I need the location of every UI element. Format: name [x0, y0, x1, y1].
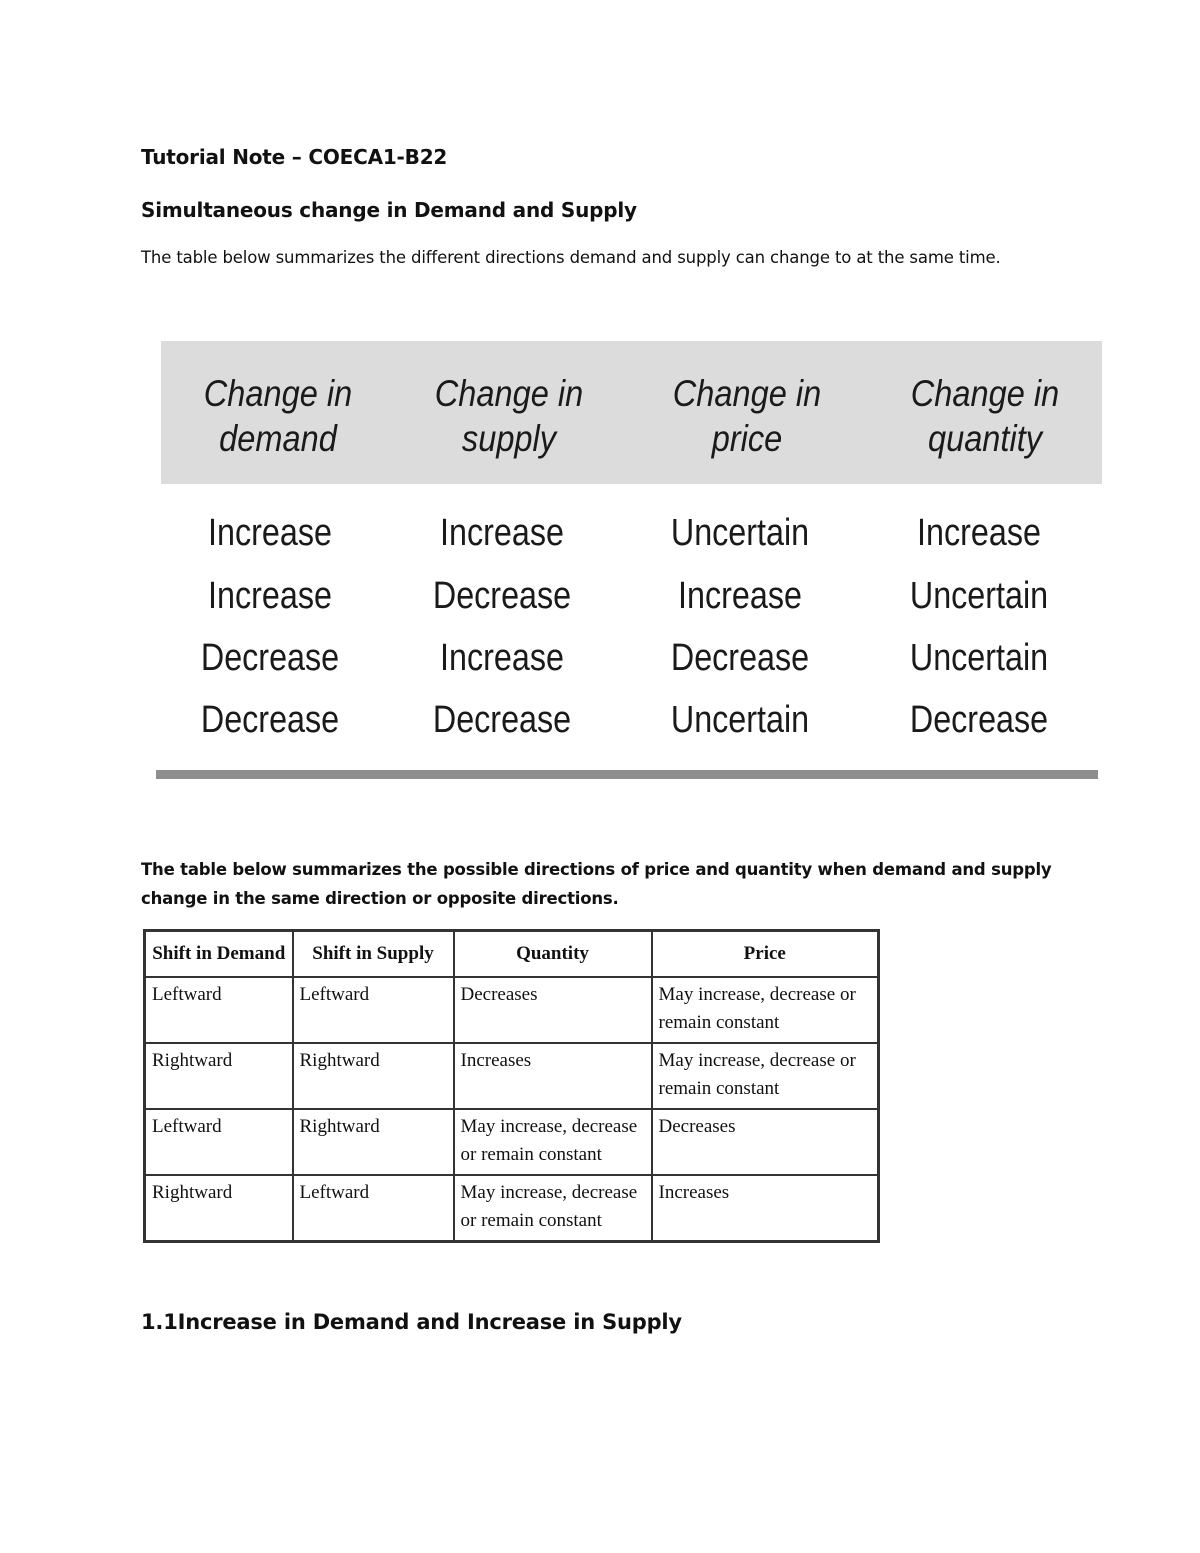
table-cell: Decrease [200, 637, 340, 679]
table-cell: Decrease [200, 699, 340, 741]
table-cell: May increase, decrease or remain constant [454, 1175, 652, 1242]
table-bottom-rule [156, 770, 1098, 779]
table-cell: Uncertain [909, 637, 1049, 679]
table-cell: Increase [917, 512, 1041, 554]
table-cell: Decrease [670, 637, 810, 679]
table-row [145, 977, 879, 1043]
table-cell: Increases [454, 1043, 652, 1109]
header-quantity: Quantity [454, 931, 652, 978]
section-heading: 1.1Increase in Demand and Increase in Supply [141, 1310, 682, 1334]
table-cell: Increase [208, 575, 332, 617]
table-cell: Increase [440, 512, 564, 554]
table-cell: Uncertain [909, 575, 1049, 617]
table-cell: Decrease [432, 699, 572, 741]
header-change-in-supply: Change in supply [434, 373, 584, 459]
table-cell: Increases [652, 1175, 879, 1242]
table-header-row [145, 931, 879, 978]
table-row [145, 1109, 879, 1175]
table-cell: May increase, decrease or remain constant [652, 977, 879, 1043]
table-row [145, 1175, 879, 1242]
table-cell: Decrease [909, 699, 1049, 741]
header-change-in-price: Change in price [672, 373, 822, 459]
table-row [145, 1043, 879, 1109]
intro-paragraph: The table below summarizes the different directions demand and supply can change to at the same time. [141, 248, 1001, 267]
summary-table-header [161, 341, 1102, 484]
header-change-in-demand: Change in demand [203, 373, 353, 459]
shift-table [143, 929, 880, 1243]
table-cell: May increase, decrease or remain constant [652, 1043, 879, 1109]
table-cell: Rightward [293, 1109, 454, 1175]
table-cell: Rightward [293, 1043, 454, 1109]
table-cell: Rightward [145, 1043, 293, 1109]
table-cell: Decreases [652, 1109, 879, 1175]
table-cell: Uncertain [670, 512, 810, 554]
table-cell: Uncertain [670, 699, 810, 741]
table-cell: Decrease [432, 575, 572, 617]
table-cell: Leftward [145, 1109, 293, 1175]
second-paragraph: The table below summarizes the possible directions of price and quantity when demand and supply change in the same direction or opposite directions. [141, 860, 1052, 908]
document-heading: Simultaneous change in Demand and Supply [141, 198, 637, 222]
table-cell: Leftward [293, 1175, 454, 1242]
table-cell: Leftward [145, 977, 293, 1043]
table-cell: Decreases [454, 977, 652, 1043]
table-cell: Increase [440, 637, 564, 679]
table-cell: May increase, decrease or remain constant [454, 1109, 652, 1175]
header-shift-in-supply: Shift in Supply [293, 931, 454, 978]
table-cell: Rightward [145, 1175, 293, 1242]
table-cell: Increase [678, 575, 802, 617]
header-price: Price [652, 931, 879, 978]
document-title: Tutorial Note – COECA1-B22 [141, 145, 448, 169]
header-change-in-quantity: Change in quantity [910, 373, 1060, 459]
header-shift-in-demand: Shift in Demand [145, 931, 293, 978]
table-cell: Increase [208, 512, 332, 554]
table-cell: Leftward [293, 977, 454, 1043]
